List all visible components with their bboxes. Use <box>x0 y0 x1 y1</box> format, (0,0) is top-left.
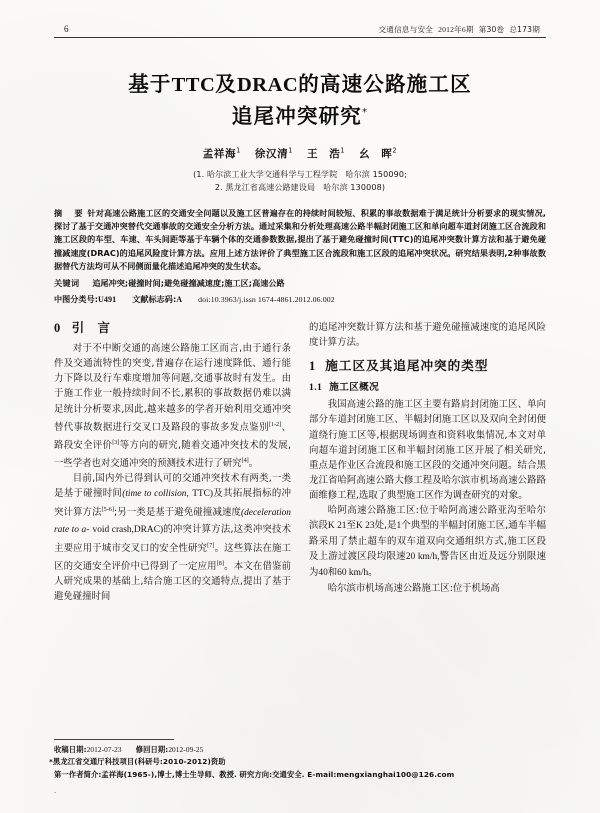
revised-value: 2012-09-25 <box>168 744 204 754</box>
citation-ref: [1-2] <box>268 420 282 428</box>
title-part-post: 的高速公路施工区 <box>298 72 472 97</box>
station-marker: K 23 <box>355 521 375 532</box>
journal-issue: 2012年6期 <box>438 25 474 34</box>
section-heading-intro <box>54 320 291 336</box>
section-heading-1 <box>309 357 546 375</box>
column-right <box>309 320 546 604</box>
citation-ref: [3] <box>112 438 120 446</box>
latin-term: TTC) <box>192 489 214 500</box>
affiliation-block <box>54 169 546 194</box>
author-affil-mark: 1 <box>288 146 293 155</box>
worksite-case-lead: 哈阿高速公路施工区 <box>327 504 416 516</box>
subsection-title: 施工区概况 <box>329 382 380 394</box>
affiliation-line: (1. 哈尔滨工业大学交通科学与工程学院 哈尔滨 150090; <box>193 170 407 180</box>
citation-ref: [4] <box>241 457 249 465</box>
paragraph-text-cont: 警告区由近及远分别限速为 <box>309 551 546 579</box>
title-drac: DRAC <box>236 74 299 97</box>
column-left <box>54 320 291 604</box>
page-content <box>54 24 546 604</box>
author-item <box>307 146 345 161</box>
journal-info <box>379 24 546 35</box>
author-name: 孟祥海 <box>202 148 237 161</box>
body-columns <box>54 320 546 604</box>
paragraph-text-end: 。本文在借鉴前人研究成果的基础上,结合施工区的交通特点,提出了基于避免碰撞时间 <box>54 561 291 603</box>
section-number: 0 <box>54 321 61 336</box>
speed-limit-value: 60 km/h。 <box>337 568 378 579</box>
section-title: 施工区及其追尾冲突的类型 <box>325 358 489 374</box>
keywords-line <box>54 277 546 290</box>
received-label: 收稿日期 <box>54 744 84 754</box>
classification-line: 中图分类号:U491 文献标志码:A doi:10.3963/j.issn 1674-4861.2012.06.002 <box>54 294 335 305</box>
journal-serial: 总173期 <box>509 25 540 34</box>
revised-label: 修回日期 <box>135 744 166 754</box>
paragraph-text-end: 。 <box>248 458 259 470</box>
station-marker: K 21 <box>327 521 347 532</box>
paragraph-text: 对于不中断交通的高速公路施工区而言,由于通行条件及交通流特性的突变,普遍存在运行速度降低、通行能力下降以及行车难度增加等问题,交通事故时有发生。由于施工作业一般持续时间不长,累积的事故数据仍难以满足统计分析要求,因此,越来越多的学者开始利用交通冲突替代事故数据进行交叉口及路段的事故多发点鉴别 <box>54 343 291 433</box>
page-title-line-1 <box>54 70 546 99</box>
doi-label: doi <box>198 295 209 305</box>
body-paragraph <box>309 503 546 581</box>
paragraph-text-cont: 至 <box>346 520 356 532</box>
running-head <box>54 24 546 37</box>
keywords-label: 关键词 <box>54 277 80 288</box>
author-bio-line: 第一作者简介:孟祥海(1965-),博士,博士生导师、教授. 研究方向:交通安全. E-mail:mengxianghai100@126.com <box>54 769 455 779</box>
author-item <box>255 146 293 161</box>
funding-line: *黑龙江省交通厅科技项目(科研号:2010-2012)资助 <box>49 757 226 767</box>
clc-label: 中图分类号 <box>54 294 95 305</box>
body-paragraph: 我国高速公路的施工区主要有路肩封闭施工区、单向部分车道封闭施工区、半幅封闭施工区以及双向全封闭便道绕行施工区等,根据现场调查和资料收集情况,本文对单向超车道封闭施工区和半幅封闭施工区开展了相关研究,重点是作业区合流段和施工区段的交通冲突问题。结合黑龙江省哈阿高速公路大修工程及哈尔滨市机场高速公路路面维修工程,选取了典型施工区作为调查研究的对象。 <box>309 399 546 501</box>
doc-code-label: 文献标志码 <box>132 294 173 305</box>
title-footnote-star: * <box>362 107 369 119</box>
journal-volume: 第30卷 <box>478 25 505 34</box>
worksite-case-lead: 哈尔滨市机场高速公路施工区 <box>327 583 450 595</box>
title-ttc: TTC <box>171 74 216 97</box>
citation-ref: [5-6] <box>101 506 114 514</box>
author-affil-mark: 1 <box>236 146 241 155</box>
affiliation-line: 2. 黑龙江省高速公路建设局 哈尔滨 130008) <box>214 182 386 192</box>
title-line2-text: 追尾冲突研究 <box>231 104 362 129</box>
body-paragraph <box>309 581 546 596</box>
author-name: 幺 晖 <box>359 148 393 161</box>
abstract-block <box>54 207 546 306</box>
author-name: 徐汉清 <box>254 148 289 161</box>
received-value: 2012-07-23 <box>86 744 122 754</box>
subsection-number: 1.1 <box>309 382 323 394</box>
page-title-line-2 <box>54 99 546 130</box>
author-name: 王 浩 <box>307 148 341 161</box>
keywords-text: 追尾冲突;碰撞时间;避免碰撞减速度;施工区;高速公路 <box>92 277 285 288</box>
latin-term: (deceleration rate to a- <box>54 508 291 535</box>
author-affil-mark: 2 <box>392 146 398 155</box>
author-list <box>54 146 546 161</box>
footnote-rule <box>54 739 174 740</box>
section-number: 1 <box>309 359 317 374</box>
journal-name: 交通信息与安全 <box>378 25 434 34</box>
clc-value: U491 <box>98 295 117 305</box>
speed-limit-value: 20 km/h, <box>405 552 440 563</box>
body-paragraph <box>54 471 291 604</box>
citation-ref: [8] <box>216 559 224 567</box>
paragraph-text: :位于哈阿高速公路亚沟至哈尔滨段 <box>309 504 546 532</box>
body-paragraph-continued: 的追尾冲突数计算方法和基于避免碰撞减速度的追尾风险度计算方法。 <box>309 322 546 349</box>
paragraph-text-cont: 。这些算法在施工区的交通安全评价中已得到了一定应用 <box>54 542 291 573</box>
paragraph-text-cont: 和 <box>327 567 338 579</box>
author-affil-mark: 1 <box>340 146 346 155</box>
title-part-pre: 基于 <box>128 72 172 97</box>
author-item <box>359 146 397 161</box>
author-bio-text: 孟祥海(1965-),博士,博士生导师、教授. 研究方向:交通安全. E-mail:mengxianghai100@126.com <box>101 769 455 779</box>
section-heading-1-1 <box>309 380 546 395</box>
abstract-paragraph <box>54 207 546 273</box>
numeric-value: 1 <box>396 521 402 532</box>
header-rule <box>54 37 546 38</box>
doi-value: 10.3963/j.issn 1674-4861.2012.06.002 <box>210 295 335 305</box>
paragraph-text-cont: 的冲突计算方法,这类冲突技术主要应用于城市交叉口的安全性研究 <box>54 523 291 554</box>
paragraph-text-cont: ;另一类是基于避免碰撞减速度 <box>113 507 241 519</box>
body-paragraph <box>54 341 291 471</box>
scan-artifact: . <box>54 787 57 795</box>
title-block <box>54 70 546 194</box>
footnote-block <box>49 739 546 795</box>
latin-term: void crash,DRAC) <box>92 524 164 535</box>
latin-term: (time to collision, <box>122 489 189 500</box>
section-title: 引 言 <box>71 320 111 336</box>
title-part-mid: 及 <box>215 72 237 97</box>
abstract-text: 针对高速公路施工区的交通安全问题以及施工区普遍存在的持续时间较短、积累的事故数据难于满足统计分析要求的现实情况,探讨了基于交通冲突替代交通事故的交通安全分析方法。通过采集和分析处理高速公路半幅封闭施工区和单向超车道封闭施工区合流段和施工区段的车型、车速、车头间距等基于车辆个体的交通参数数据,提出了基于避免碰撞时间(TTC)的追尾冲突数计算方法和基于避免碰撞减速度(DRAC)的追尾风险度计算方法。应用上述方法评价了典型施工区合流段和施工区段的追尾冲突状况。研究结果表明,2种事故数据替代方法均可从不同侧面量化描述追尾冲突的发生状态。 <box>54 208 546 271</box>
received-date-line: 收稿日期:2012-07-23 修回日期:2012-09-25 <box>54 744 204 754</box>
author-item <box>203 146 241 161</box>
paragraph-text-cont: 及其拓展指标的冲突计算方法 <box>54 488 291 519</box>
abstract-label: 摘 要 <box>54 208 85 219</box>
citation-ref: [7] <box>207 541 215 549</box>
speed-limit-value: 40 <box>318 568 328 579</box>
paragraph-text: :位于机场高 <box>449 583 500 595</box>
paragraph-text-cont: 等方向的研究,随着交通冲突技术的发展,一些学者也对交通冲突的预测技术进行了研究 <box>54 439 291 470</box>
doc-code-value: A <box>176 295 183 305</box>
paragraph-text-cont: 处,是 <box>374 520 397 532</box>
paragraph-text-cont: 个典型的半幅封闭施工区,通车半幅路采用了禁止超车的双车道双向交通组织方式,施工区段及上游过渡区段均限速 <box>309 520 546 563</box>
page-folio: 6 <box>64 24 69 34</box>
paragraph-text: 目前,国内外已得到认可的交通冲突技术有两类,一类是基于碰撞时间 <box>54 473 291 500</box>
paragraph-text-cont: 、路段安全评价 <box>54 421 291 451</box>
author-bio-label: 第一作者简介 <box>54 769 99 779</box>
